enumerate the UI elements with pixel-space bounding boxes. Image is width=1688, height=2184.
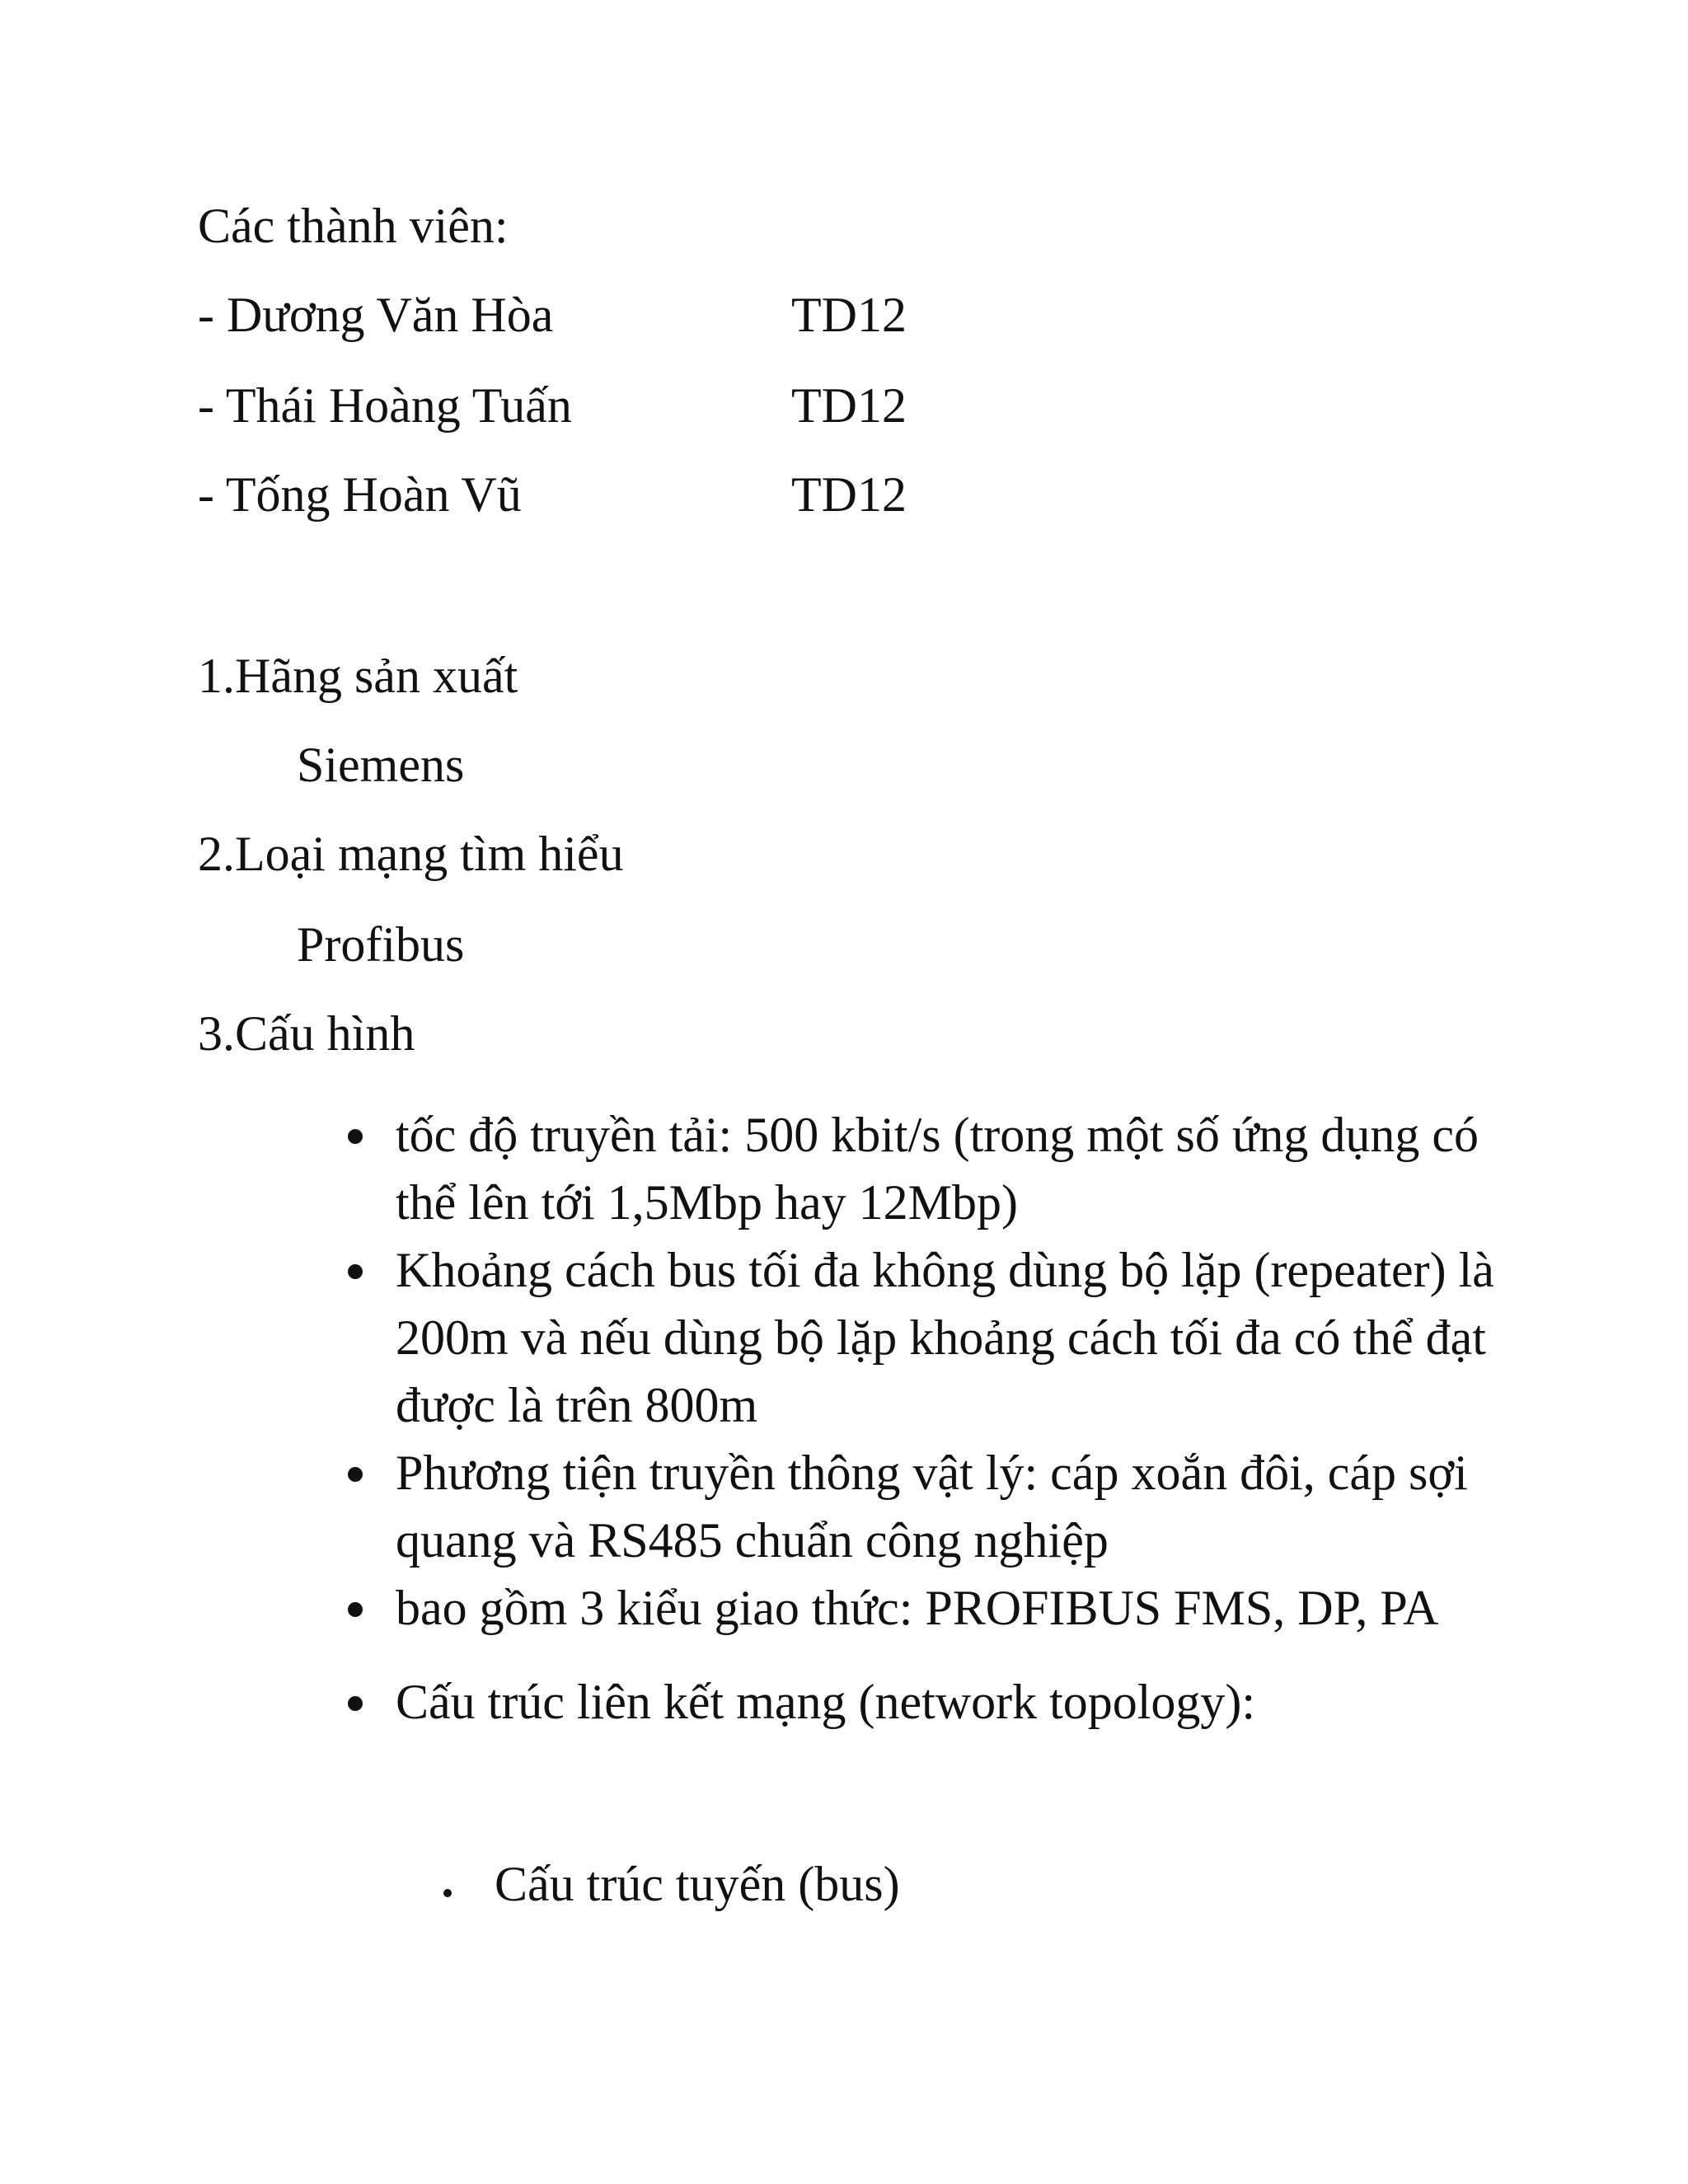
configuration-bullet [345,1439,1515,1574]
section-network-type-heading: 2.Loại mạng tìm hiểu [198,827,624,881]
member-class-1: TD12 [791,288,907,342]
configuration-bullet-text: Cấu trúc liên kết mạng (network topology): [396,1675,1256,1729]
member-class-3: TD12 [791,467,907,522]
configuration-bullet-text: Phương tiện truyền thông vật lý: cáp xoắn đôi, cáp sợi quang và RS485 chuẩn công nghiệp [396,1446,1468,1568]
configuration-bullet [345,1236,1515,1439]
configuration-bullet [345,1668,1515,1736]
configuration-bullet-text: bao gồm 3 kiểu giao thức: PROFIBUS FMS, DP, PA [396,1581,1439,1635]
member-name-3: - Tống Hoàn Vũ [198,467,522,522]
bullet-dot-icon [348,1602,363,1617]
members-heading: Các thành viên: [198,199,509,253]
bullet-dot-icon [348,1467,363,1482]
configuration-bullet [345,1101,1515,1236]
configuration-sub-bullet-text: Cấu trúc tuyến (bus) [495,1857,900,1911]
section-network-type-value: Profibus [297,917,465,972]
bullet-dot-icon [348,1129,363,1144]
configuration-bullet-text: Khoảng cách bus tối đa không dùng bộ lặp (repeater) là 200m và nếu dùng bộ lặp khoảng cách tối đa có thể đạt được là trên 800m [396,1243,1494,1432]
bullet-dot-icon [348,1696,363,1711]
member-name-1: - Dương Văn Hòa [198,288,554,342]
member-name-2: - Thái Hoàng Tuấn [198,378,572,433]
configuration-bullet-text: tốc độ truyền tải: 500 kbit/s (trong một số ứng dụng có thể lên tới 1,5Mbp hay 12Mbp) [396,1108,1479,1230]
section-manufacturer-heading: 1.Hãng sản xuất [198,649,518,703]
sub-bullet-dot-icon [443,1889,452,1897]
section-manufacturer-value: Siemens [297,738,465,792]
section-configuration-heading: 3.Cấu hình [198,1006,415,1061]
configuration-bullet [345,1574,1515,1642]
member-class-2: TD12 [791,378,907,433]
bullet-dot-icon [348,1264,363,1279]
configuration-bullet-list [345,1101,1515,1736]
